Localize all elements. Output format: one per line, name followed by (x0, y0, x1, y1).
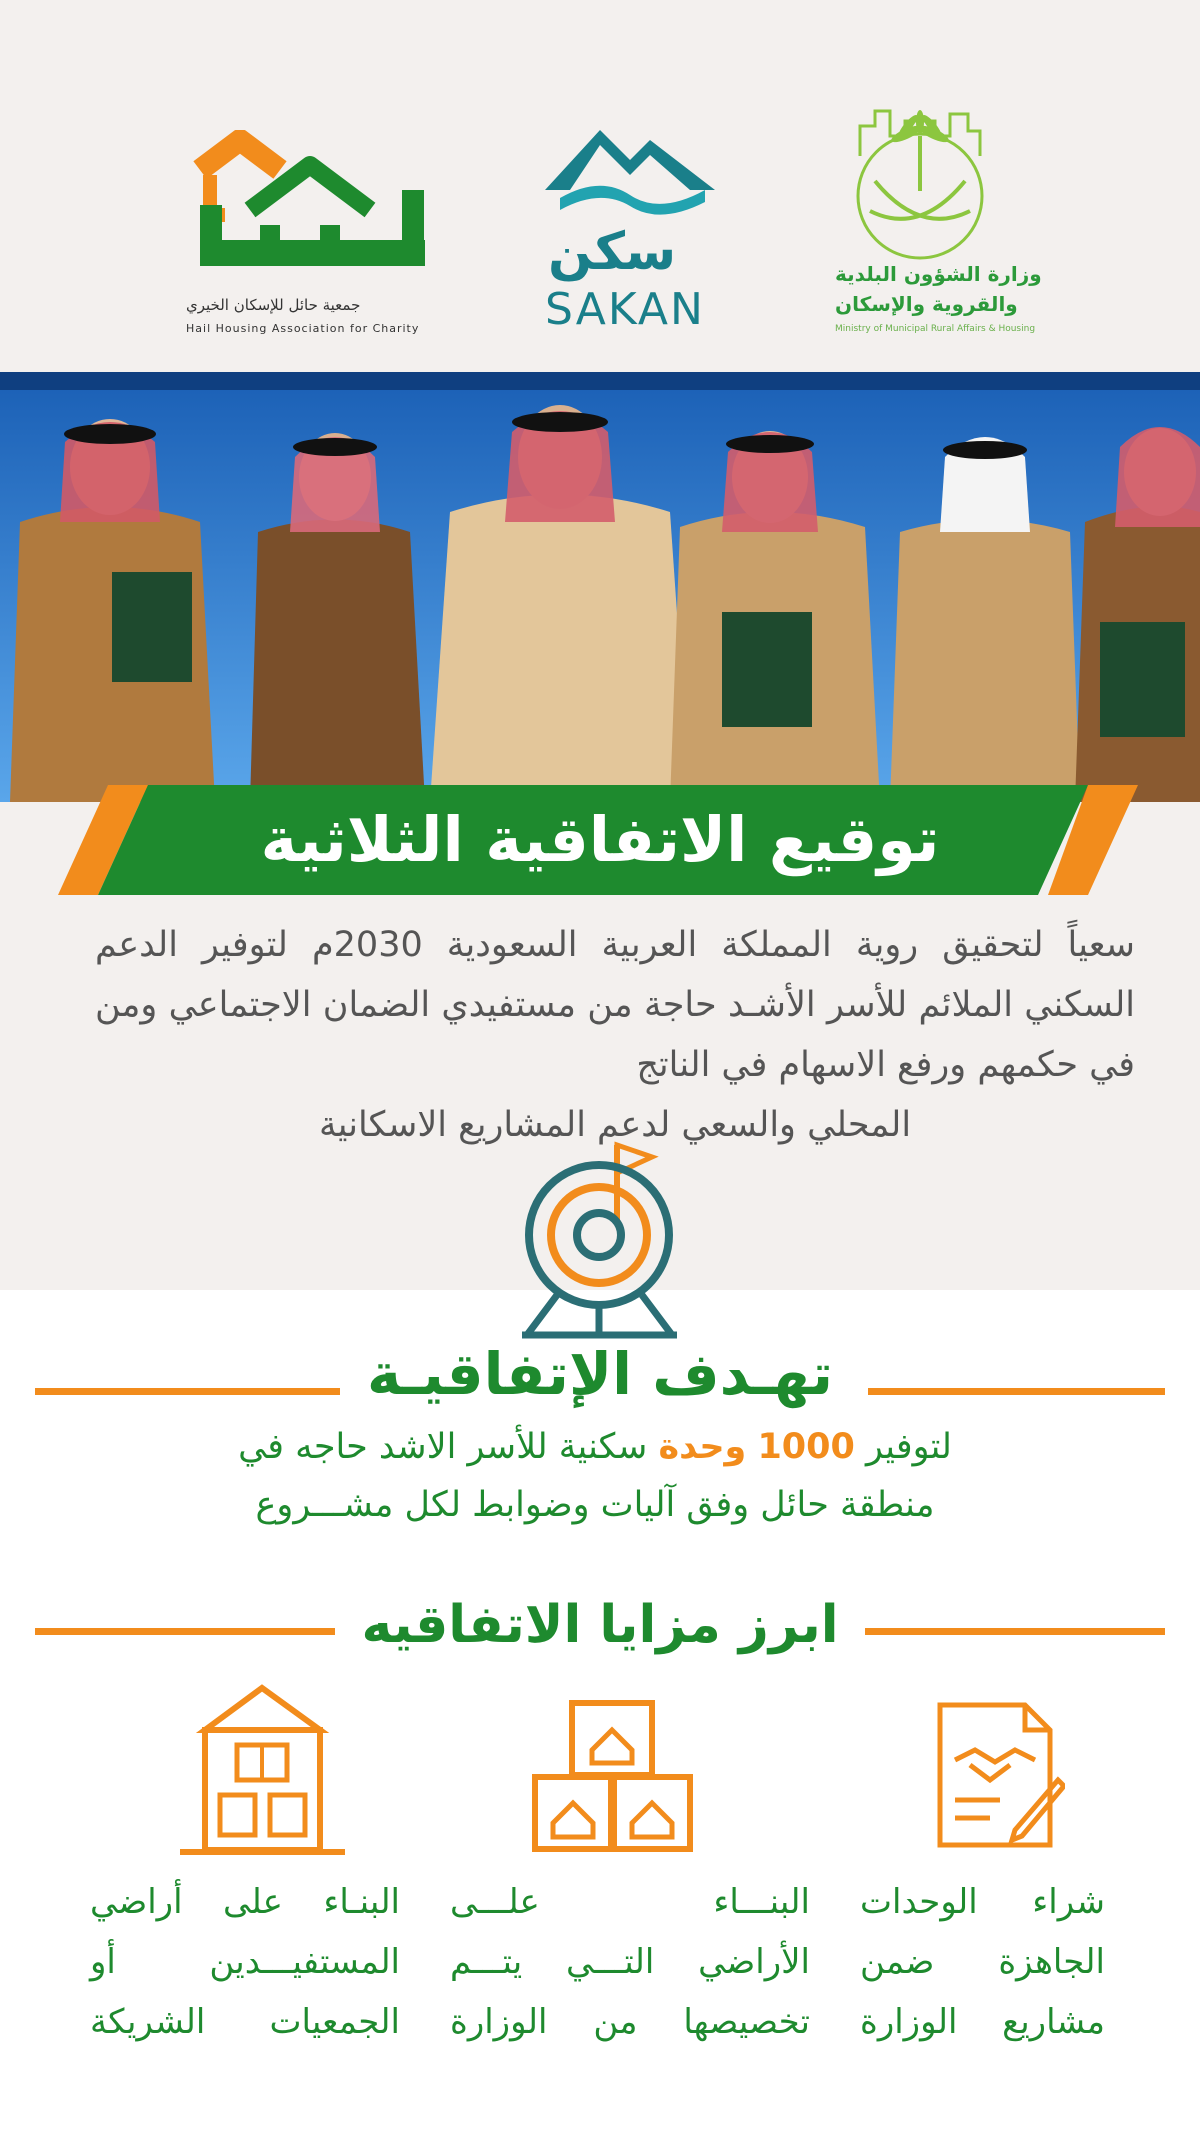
feature-3-line-2: المستفيـــدين أو (90, 1942, 400, 1982)
features-heading: ابرز مزايا الاتفاقيه (361, 1595, 839, 1655)
feature-1-line-2: الجاهزة ضمن (860, 1942, 1105, 1982)
goal-highlight-word: وحدة (658, 1427, 747, 1467)
building-icon (175, 1680, 350, 1860)
iskan-name-ar: جمعية حائل للإسكان الخيري (186, 296, 361, 314)
feature-1-line-1: شراء الوحدات (860, 1882, 1105, 1922)
intro-paragraph (95, 915, 1135, 1155)
feature-2-line-2: الأراضي التـــي يتـــم (450, 1942, 810, 1982)
feature-buy-units (860, 1872, 1105, 2052)
intro-line-4: المحلي والسعي لدعم المشاريع الاسكانية (318, 1105, 912, 1145)
goal-text (170, 1418, 1020, 1534)
intro-line-3: الضمان الاجتماعي ومن في حكمهم ورفع الاسهام في الناتج (95, 985, 1135, 1085)
feature-2-line-1: البنـــاء علـــى (450, 1882, 810, 1922)
ministry-name-ar-1: وزارة الشؤون البلدية (835, 262, 1042, 286)
stacked-houses-icon (530, 1695, 695, 1855)
ministry-name-en: Ministry of Municipal Rural Affairs & Housing (835, 324, 1036, 334)
iskan-name-en: Hail Housing Association for Charity (186, 322, 420, 335)
target-flag-icon (512, 1135, 687, 1340)
feature-3-line-3: الجمعيات الشريكة (90, 2002, 400, 2042)
intro-line-1: سعياً لتحقيق روية المملكة العربية السعودية 2030م لتوفير (202, 925, 1135, 965)
page-title: توقيع الاتفاقية الثلاثية (260, 803, 940, 876)
sakan-name-ar: سكن (548, 222, 677, 282)
feature-build-beneficiary-land (90, 1872, 400, 2052)
feature-build-ministry-land (450, 1872, 810, 2052)
signing-ceremony-photo (0, 372, 1200, 802)
goal-line-1 (170, 1418, 1020, 1476)
feature-1-line-3: مشاريع الوزارة (860, 2002, 1105, 2042)
intro-line-2: الدعم السكني الملائم للأسر الأشـد حاجة من مستفيدي (95, 925, 1135, 1025)
sakan-name-en: SAKAN (545, 284, 705, 335)
contract-handshake-icon (930, 1700, 1065, 1850)
goal-heading: تهـدف الإتفاقيـة (367, 1340, 833, 1408)
ministry-name-ar-2: والقروية والإسكان (835, 292, 1018, 316)
goal-text-before: لتوفير (866, 1427, 952, 1467)
feature-2-line-3: تخصيصها من الوزارة (450, 2002, 810, 2042)
goal-text-after: سكنية للأسر الاشد حاجه في (238, 1427, 648, 1467)
feature-3-line-1: البنـاء على أراضي (90, 1882, 400, 1922)
goal-line-2: منطقة حائل وفق آليات وضوابط لكل مشـــروع (255, 1485, 935, 1525)
goal-highlight-number: 1000 (757, 1427, 855, 1467)
